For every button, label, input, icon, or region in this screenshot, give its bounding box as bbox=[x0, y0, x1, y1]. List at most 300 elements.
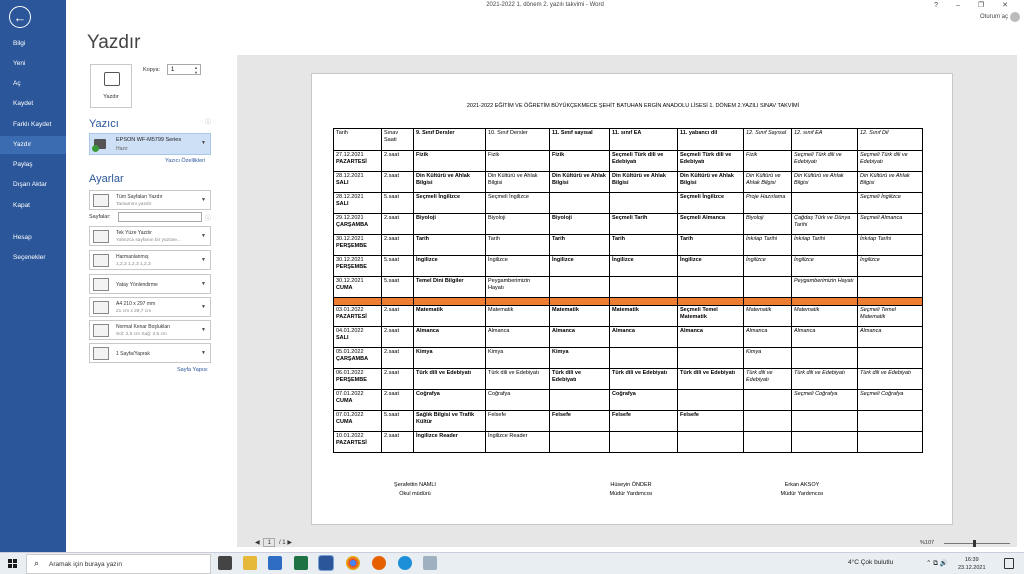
exam-day: CUMA bbox=[336, 418, 353, 425]
page-number-input[interactable]: 1 bbox=[263, 538, 275, 547]
exam-period-cell: 5.saat bbox=[382, 193, 414, 214]
subject-cell: Matematik bbox=[792, 306, 858, 327]
subject-cell bbox=[792, 411, 858, 432]
exam-day: PERŞEMBE bbox=[336, 242, 367, 249]
exam-date: 07.01.2022 bbox=[336, 411, 364, 418]
subject-cell: Biyoloji bbox=[414, 214, 486, 235]
exam-period-cell: 2.saat bbox=[382, 214, 414, 235]
edge-icon[interactable] bbox=[398, 556, 412, 570]
subject-cell: Seçmeli Coğrafya bbox=[858, 390, 923, 411]
date-cell bbox=[334, 235, 382, 256]
subject-cell: İngilizce bbox=[550, 256, 610, 277]
subject-cell: Seçmeli Türk dili ve Edebiyatı bbox=[610, 151, 678, 172]
table-row bbox=[334, 432, 923, 453]
subject-cell: Türk dili ve Edebiyatı bbox=[414, 369, 486, 390]
taskbar-search[interactable] bbox=[26, 554, 211, 574]
ready-check-icon bbox=[92, 145, 99, 152]
separator-cell bbox=[678, 298, 744, 306]
collate-icon bbox=[93, 254, 109, 267]
exam-period-cell: 2.saat bbox=[382, 306, 414, 327]
setting-label: Tüm Sayfaları Yazdır bbox=[116, 194, 163, 200]
subject-cell: Almanca bbox=[486, 327, 550, 348]
account-avatar[interactable] bbox=[1010, 12, 1020, 22]
subject-cell: Türk dili ve Edebiyatı bbox=[678, 369, 744, 390]
file-explorer-icon[interactable] bbox=[243, 556, 257, 570]
column-header: 12. sınıf EA bbox=[792, 129, 858, 151]
setting-label: Harmanlanmış bbox=[116, 254, 149, 260]
date-cell bbox=[334, 327, 382, 348]
exam-day: SALI bbox=[336, 200, 349, 207]
collate-select[interactable] bbox=[89, 250, 211, 270]
subject-cell bbox=[550, 193, 610, 214]
subject-cell bbox=[678, 432, 744, 453]
subject-cell bbox=[792, 193, 858, 214]
subject-cell: Seçmeli Türk dili ve Edebiyatı bbox=[792, 151, 858, 172]
exam-period-cell: 2.saat bbox=[382, 172, 414, 193]
subject-cell: Din Kültürü ve Ahlak Bilgisi bbox=[678, 172, 744, 193]
nav-item-info[interactable]: Bilgi bbox=[13, 40, 26, 47]
subject-cell bbox=[744, 432, 792, 453]
search-placeholder: Aramak için buraya yazın bbox=[49, 561, 122, 568]
subject-cell bbox=[678, 348, 744, 369]
subject-cell: Felsefe bbox=[610, 411, 678, 432]
info-icon[interactable]: ⓘ bbox=[205, 120, 212, 126]
window-controls bbox=[934, 1, 1016, 9]
signature-2 bbox=[586, 481, 676, 499]
subject-cell: Tarih bbox=[678, 235, 744, 256]
subject-cell: Tarih bbox=[414, 235, 486, 256]
setting-label: Normal Kenar Boşlukları bbox=[116, 324, 171, 330]
exam-date: 03.01.2022 bbox=[336, 306, 364, 313]
signature-1 bbox=[370, 481, 460, 499]
date-cell bbox=[334, 172, 382, 193]
clock[interactable] bbox=[958, 556, 986, 572]
subject-cell bbox=[550, 277, 610, 298]
table-row bbox=[334, 214, 923, 235]
column-header: 11. yabancı dil bbox=[678, 129, 744, 151]
zoom-slider-thumb[interactable] bbox=[973, 540, 976, 547]
subject-cell: İngilizce bbox=[486, 256, 550, 277]
paper-size-select[interactable] bbox=[89, 297, 211, 317]
table-row bbox=[334, 306, 923, 327]
separator-cell bbox=[486, 298, 550, 306]
subject-cell: Kimya bbox=[744, 348, 792, 369]
subject-cell: Almanca bbox=[414, 327, 486, 348]
subject-cell: Sağlık Bilgisi ve Trafik Kültür bbox=[414, 411, 486, 432]
exam-period-cell: 2.saat bbox=[382, 432, 414, 453]
nav-item-save-as[interactable]: Farklı Kaydet bbox=[13, 121, 52, 128]
exam-date: 28.12.2021 bbox=[336, 172, 364, 179]
subject-cell bbox=[610, 348, 678, 369]
subject-cell bbox=[792, 432, 858, 453]
subject-cell bbox=[744, 411, 792, 432]
page-navigation bbox=[255, 538, 292, 547]
subject-cell bbox=[792, 348, 858, 369]
exam-period-cell: 2.saat bbox=[382, 369, 414, 390]
subject-cell: Matematik bbox=[550, 306, 610, 327]
table-row bbox=[334, 277, 923, 298]
setting-label: Yatay Yönlendirme bbox=[116, 282, 158, 288]
subject-cell: Türk dili ve Edebiyatı bbox=[744, 369, 792, 390]
column-header: 11. sınıf EA bbox=[610, 129, 678, 151]
subject-cell: İngilizce bbox=[678, 256, 744, 277]
exam-day: PERŞEMBE bbox=[336, 263, 367, 270]
pages-per-sheet-select[interactable] bbox=[89, 343, 211, 363]
copies-stepper[interactable] bbox=[167, 64, 201, 75]
close-button[interactable]: ✕ bbox=[1002, 2, 1016, 9]
separator-cell bbox=[382, 298, 414, 306]
subject-cell: İnkılap Tarihi bbox=[744, 235, 792, 256]
chrome-icon[interactable] bbox=[346, 556, 360, 570]
separator-cell bbox=[792, 298, 858, 306]
printer-status: Hazır bbox=[116, 146, 128, 152]
printer-icon bbox=[104, 72, 120, 86]
setting-label: A4 210 x 297 mm bbox=[116, 301, 156, 307]
exam-day: ÇARŞAMBA bbox=[336, 221, 369, 228]
clock-time: 16:39 bbox=[964, 557, 979, 563]
zoom-level[interactable]: %107 bbox=[920, 540, 935, 546]
subject-cell: Fizik bbox=[550, 151, 610, 172]
excel-icon[interactable] bbox=[294, 556, 308, 570]
setting-sublabel: 21 cm x 29,7 cm bbox=[116, 309, 152, 314]
nav-item-new[interactable]: Yeni bbox=[13, 60, 26, 67]
margins-icon bbox=[93, 324, 109, 337]
subject-cell: Seçmeli Almanca bbox=[678, 214, 744, 235]
print-range-select[interactable] bbox=[89, 190, 211, 210]
subject-cell: Din Kültürü ve Ahlak Bilgisi bbox=[792, 172, 858, 193]
column-header: 12. Sınıf Sayısal bbox=[744, 129, 792, 151]
table-row bbox=[334, 193, 923, 214]
copies-value: 1 bbox=[171, 67, 175, 73]
subject-cell: İngilizce bbox=[414, 256, 486, 277]
date-cell bbox=[334, 306, 382, 327]
subject-cell: İngilizce bbox=[610, 256, 678, 277]
subject-cell: Temel Dini Bilgiler bbox=[414, 277, 486, 298]
signature-name: Hüseyin ÖNDER bbox=[610, 482, 652, 488]
subject-cell: Seçmeli Türk dili ve Edebiyatı bbox=[858, 151, 923, 172]
subject-cell: Din Kültürü ve Ahlak Bilgisi bbox=[414, 172, 486, 193]
subject-cell: Almanca bbox=[858, 327, 923, 348]
subject-cell: Felsefe bbox=[678, 411, 744, 432]
subject-cell: Matematik bbox=[744, 306, 792, 327]
exam-schedule-table bbox=[333, 128, 923, 453]
subject-cell: Türk dili ve Edebiyatı bbox=[550, 369, 610, 390]
exam-period-cell: 2.saat bbox=[382, 235, 414, 256]
exam-period-cell: 5.saat bbox=[382, 277, 414, 298]
subject-cell: Seçmeli Tarih bbox=[610, 214, 678, 235]
print-button[interactable] bbox=[90, 64, 132, 108]
chevron-down-icon: ▼ bbox=[201, 281, 206, 287]
column-header: Sınav Saati bbox=[382, 129, 414, 151]
exam-day: SALI bbox=[336, 179, 349, 186]
subject-cell: Seçmeli Coğrafya bbox=[792, 390, 858, 411]
subject-cell: Felsefe bbox=[486, 411, 550, 432]
subject-cell: Peygamberimizin Hayatı bbox=[792, 277, 858, 298]
setting-sublabel: Tamamını yazdır bbox=[116, 202, 152, 207]
subject-cell: İngilizce Reader bbox=[486, 432, 550, 453]
pages-label: Sayfalar: bbox=[89, 214, 111, 220]
preview-page bbox=[311, 73, 953, 525]
subject-cell: Biyoloji bbox=[486, 214, 550, 235]
chevron-down-icon: ▼ bbox=[201, 304, 206, 310]
subject-cell: Coğrafya bbox=[610, 390, 678, 411]
subject-cell: İngilizce bbox=[792, 256, 858, 277]
exam-day: PERŞEMBE bbox=[336, 376, 367, 383]
exam-day: PAZARTESİ bbox=[336, 158, 367, 165]
subject-cell: İnkılap Tarihi bbox=[792, 235, 858, 256]
subject-cell: Din Kültürü ve Ahlak Bilgisi bbox=[858, 172, 923, 193]
pages-icon bbox=[93, 194, 109, 207]
chevron-down-icon: ▼ bbox=[201, 140, 206, 146]
subject-cell: Din Kültürü ve Ahlak Bilgisi bbox=[486, 172, 550, 193]
subject-cell: Matematik bbox=[486, 306, 550, 327]
copies-label: Kopya: bbox=[143, 67, 161, 73]
prev-page-icon[interactable]: ◀ bbox=[255, 540, 260, 546]
subject-cell: Almanca bbox=[610, 327, 678, 348]
subject-cell bbox=[678, 277, 744, 298]
spin-arrows-icon[interactable]: ▲ ▼ bbox=[194, 65, 198, 75]
printer-properties-link[interactable]: Yazıcı Özellikleri bbox=[165, 158, 206, 164]
exam-date: 30.12.2021 bbox=[336, 256, 364, 263]
separator-cell bbox=[858, 298, 923, 306]
minimize-button[interactable]: – bbox=[956, 2, 968, 9]
subject-cell: Kimya bbox=[550, 348, 610, 369]
setting-sublabel: 1,2,3 1,2,3 1,2,3 bbox=[116, 262, 151, 267]
weather-widget[interactable]: 4°C Çok bulutlu bbox=[848, 559, 894, 566]
exam-day: ÇARŞAMBA bbox=[336, 355, 369, 362]
table-row bbox=[334, 411, 923, 432]
table-header-row bbox=[334, 129, 923, 151]
exam-day: SALI bbox=[336, 334, 349, 341]
orientation-select[interactable] bbox=[89, 274, 211, 294]
separator-cell bbox=[550, 298, 610, 306]
landscape-icon bbox=[93, 278, 109, 291]
signature-3 bbox=[757, 481, 847, 499]
subject-cell: Tarih bbox=[610, 235, 678, 256]
subject-cell: İngilizce bbox=[744, 256, 792, 277]
subject-cell: Türk dili ve Edebiyatı bbox=[610, 369, 678, 390]
table-row bbox=[334, 235, 923, 256]
exam-date: 29.12.2021 bbox=[336, 214, 364, 221]
subject-cell: Fizik bbox=[744, 151, 792, 172]
exam-date: 27.12.2021 bbox=[336, 151, 364, 158]
setting-sublabel: Sol: 2,5 cm Sağ: 2,5 cm bbox=[116, 332, 167, 337]
clock-date: 23.12.2021 bbox=[958, 565, 986, 571]
subject-cell bbox=[610, 432, 678, 453]
signature-name: Şerafettin NAMLI bbox=[394, 482, 436, 488]
sign-in-link[interactable]: Oturum aç bbox=[979, 14, 1008, 20]
setting-sublabel: Yalnızca sayfanın bir yüzüne... bbox=[116, 238, 181, 243]
date-cell bbox=[334, 256, 382, 277]
firefox-icon[interactable] bbox=[372, 556, 386, 570]
document-title: 2021-2022 EĞİTİM VE ÖĞRETİM BÜYÜKÇEKMECE ŞEHİT BATUHAN ERGİN ANADOLU LİSESİ 1. DÖNEM 2.YAZILI SINAV TAKVİMİ bbox=[466, 103, 800, 109]
exam-period-cell: 2.saat bbox=[382, 151, 414, 172]
exam-day: PAZARTESİ bbox=[336, 439, 367, 446]
subject-cell: Seçmeli İngilizce bbox=[414, 193, 486, 214]
chevron-down-icon: ▼ bbox=[201, 233, 206, 239]
subject-cell: Din Kültürü ve Ahlak Bilgisi bbox=[610, 172, 678, 193]
subject-cell bbox=[744, 390, 792, 411]
date-cell bbox=[334, 432, 382, 453]
backstage-nav bbox=[0, 0, 66, 552]
nav-item-options[interactable]: Seçenekler bbox=[13, 254, 46, 261]
exam-date: 30.12.2021 bbox=[336, 277, 364, 284]
search-icon: ⌕ bbox=[34, 558, 40, 568]
table-row bbox=[334, 390, 923, 411]
subject-cell: Almanca bbox=[550, 327, 610, 348]
subject-cell: Matematik bbox=[414, 306, 486, 327]
notification-icon[interactable] bbox=[1004, 558, 1014, 569]
signature-role: Müdür Yardımcısı bbox=[609, 491, 653, 497]
page-title: Yazdır bbox=[87, 32, 141, 53]
table-row bbox=[334, 327, 923, 348]
subject-cell bbox=[550, 390, 610, 411]
subject-cell bbox=[744, 277, 792, 298]
signature-role: Müdür Yardımcısı bbox=[780, 491, 824, 497]
paper-icon bbox=[93, 301, 109, 314]
column-header: 9. Sınıf Dersler bbox=[414, 129, 486, 151]
exam-date: 10.01.2022 bbox=[336, 432, 364, 439]
subject-cell: Coğrafya bbox=[414, 390, 486, 411]
table-row bbox=[334, 369, 923, 390]
nav-item-account[interactable]: Hesap bbox=[13, 234, 32, 241]
subject-cell bbox=[550, 432, 610, 453]
next-page-icon[interactable]: ▶ bbox=[287, 540, 292, 546]
printer-select[interactable] bbox=[89, 133, 211, 155]
nav-item-print[interactable]: Yazdır bbox=[0, 136, 66, 154]
setting-label: Tek Yüze Yazdır bbox=[116, 230, 152, 236]
printer-name: EPSON WF-M5799 Series bbox=[116, 137, 182, 143]
nav-item-export[interactable]: Dışarı Aktar bbox=[13, 181, 47, 188]
subject-cell: Seçmeli İngilizce bbox=[858, 193, 923, 214]
subject-cell: Türk dili ve Edebiyatı bbox=[486, 369, 550, 390]
exam-date: 07.01.2022 bbox=[336, 390, 364, 397]
subject-cell bbox=[858, 411, 923, 432]
subject-cell: Fizik bbox=[486, 151, 550, 172]
subject-cell bbox=[678, 390, 744, 411]
column-header: 10. Sınıf Dersler bbox=[486, 129, 550, 151]
page-setup-link[interactable]: Sayfa Yapısı bbox=[177, 367, 208, 373]
date-cell bbox=[334, 369, 382, 390]
print-button-label: Yazdır bbox=[103, 94, 119, 100]
subject-cell: Coğrafya bbox=[486, 390, 550, 411]
column-header: 12. Sınıf Dil bbox=[858, 129, 923, 151]
one-sided-icon bbox=[93, 230, 109, 243]
nav-item-open[interactable]: Aç bbox=[13, 80, 21, 87]
chevron-down-icon: ▼ bbox=[201, 327, 206, 333]
chevron-down-icon: ▼ bbox=[201, 257, 206, 263]
mail-icon[interactable] bbox=[268, 556, 282, 570]
subject-cell: Peygamberimizin Hayatı bbox=[486, 277, 550, 298]
exam-day: CUMA bbox=[336, 284, 353, 291]
subject-cell: İngilizce bbox=[858, 256, 923, 277]
settings-header: Ayarlar bbox=[89, 173, 124, 185]
restore-button[interactable]: ❐ bbox=[977, 2, 993, 9]
chevron-down-icon: ▼ bbox=[201, 350, 206, 356]
pages-input[interactable] bbox=[118, 212, 202, 222]
window-title: 2021-2022 1. dönem 2. yazılı takvimi - Word bbox=[486, 2, 604, 8]
app-icon[interactable] bbox=[423, 556, 437, 570]
page-per-sheet-icon bbox=[93, 347, 109, 360]
nav-item-save[interactable]: Kaydet bbox=[13, 100, 34, 107]
subject-cell: Seçmeli İngilizce bbox=[678, 193, 744, 214]
date-cell bbox=[334, 151, 382, 172]
date-cell bbox=[334, 411, 382, 432]
subject-cell: Almanca bbox=[744, 327, 792, 348]
subject-cell: Proje Hazırlama bbox=[744, 193, 792, 214]
date-cell bbox=[334, 277, 382, 298]
sides-select[interactable] bbox=[89, 226, 211, 246]
zoom-slider[interactable] bbox=[944, 543, 1010, 544]
subject-cell bbox=[610, 193, 678, 214]
subject-cell: Kimya bbox=[486, 348, 550, 369]
subject-cell bbox=[858, 277, 923, 298]
table-row bbox=[334, 256, 923, 277]
subject-cell: Çağdaş Türk ve Dünya Tarihi bbox=[792, 214, 858, 235]
nav-item-close[interactable]: Kapat bbox=[13, 202, 30, 209]
exam-period-cell: 2.saat bbox=[382, 327, 414, 348]
date-cell bbox=[334, 348, 382, 369]
help-button[interactable]: ? bbox=[934, 2, 947, 9]
date-cell bbox=[334, 193, 382, 214]
setting-label: 1 Sayfa/Yaprak bbox=[116, 351, 150, 357]
word-icon[interactable] bbox=[319, 556, 333, 570]
subject-cell: Fizik bbox=[414, 151, 486, 172]
windows-start-icon[interactable] bbox=[8, 559, 17, 568]
column-header: Tarih bbox=[334, 129, 382, 151]
table-row bbox=[334, 348, 923, 369]
exam-date: 04.01.2022 bbox=[336, 327, 364, 334]
subject-cell: Biyoloji bbox=[550, 214, 610, 235]
info-icon[interactable]: ⓘ bbox=[205, 216, 212, 222]
nav-item-share[interactable]: Paylaş bbox=[13, 161, 33, 168]
subject-cell: Tarih bbox=[550, 235, 610, 256]
table-row bbox=[334, 172, 923, 193]
subject-cell: Almanca bbox=[678, 327, 744, 348]
subject-cell: Tarih bbox=[486, 235, 550, 256]
subject-cell bbox=[858, 348, 923, 369]
exam-date: 06.01.2022 bbox=[336, 369, 364, 376]
back-arrow-icon[interactable]: ← bbox=[9, 6, 31, 28]
system-tray-icons[interactable]: ⌃ ⧉ 🔊 bbox=[926, 560, 948, 567]
subject-cell: Seçmeli İngilizce bbox=[486, 193, 550, 214]
subject-cell: Seçmeli Türk dili ve Edebiyatı bbox=[678, 151, 744, 172]
page-total: / 1 bbox=[278, 540, 286, 546]
subject-cell: Felsefe bbox=[550, 411, 610, 432]
subject-cell: Din Kültürü ve Ahlak Bilgisi bbox=[744, 172, 792, 193]
subject-cell bbox=[858, 432, 923, 453]
exam-date: 28.12.2021 bbox=[336, 193, 364, 200]
printer-header: Yazıcı bbox=[89, 118, 119, 130]
margins-select[interactable] bbox=[89, 320, 211, 340]
store-icon[interactable] bbox=[218, 556, 232, 570]
subject-cell: İngilizce Reader bbox=[414, 432, 486, 453]
subject-cell: Matematik bbox=[610, 306, 678, 327]
column-header: 11. Sınıf sayısal bbox=[550, 129, 610, 151]
date-cell bbox=[334, 214, 382, 235]
subject-cell: Almanca bbox=[792, 327, 858, 348]
subject-cell bbox=[610, 277, 678, 298]
separator-cell bbox=[334, 298, 382, 306]
chevron-down-icon: ▼ bbox=[201, 197, 206, 203]
signature-name: Erkan AKSOY bbox=[784, 482, 820, 488]
taskbar bbox=[0, 552, 1024, 574]
exam-period-cell: 2.saat bbox=[382, 348, 414, 369]
signature-role: Okul müdürü bbox=[399, 491, 431, 497]
exam-day: CUMA bbox=[336, 397, 353, 404]
separator-cell bbox=[414, 298, 486, 306]
exam-date: 30.12.2021 bbox=[336, 235, 364, 242]
